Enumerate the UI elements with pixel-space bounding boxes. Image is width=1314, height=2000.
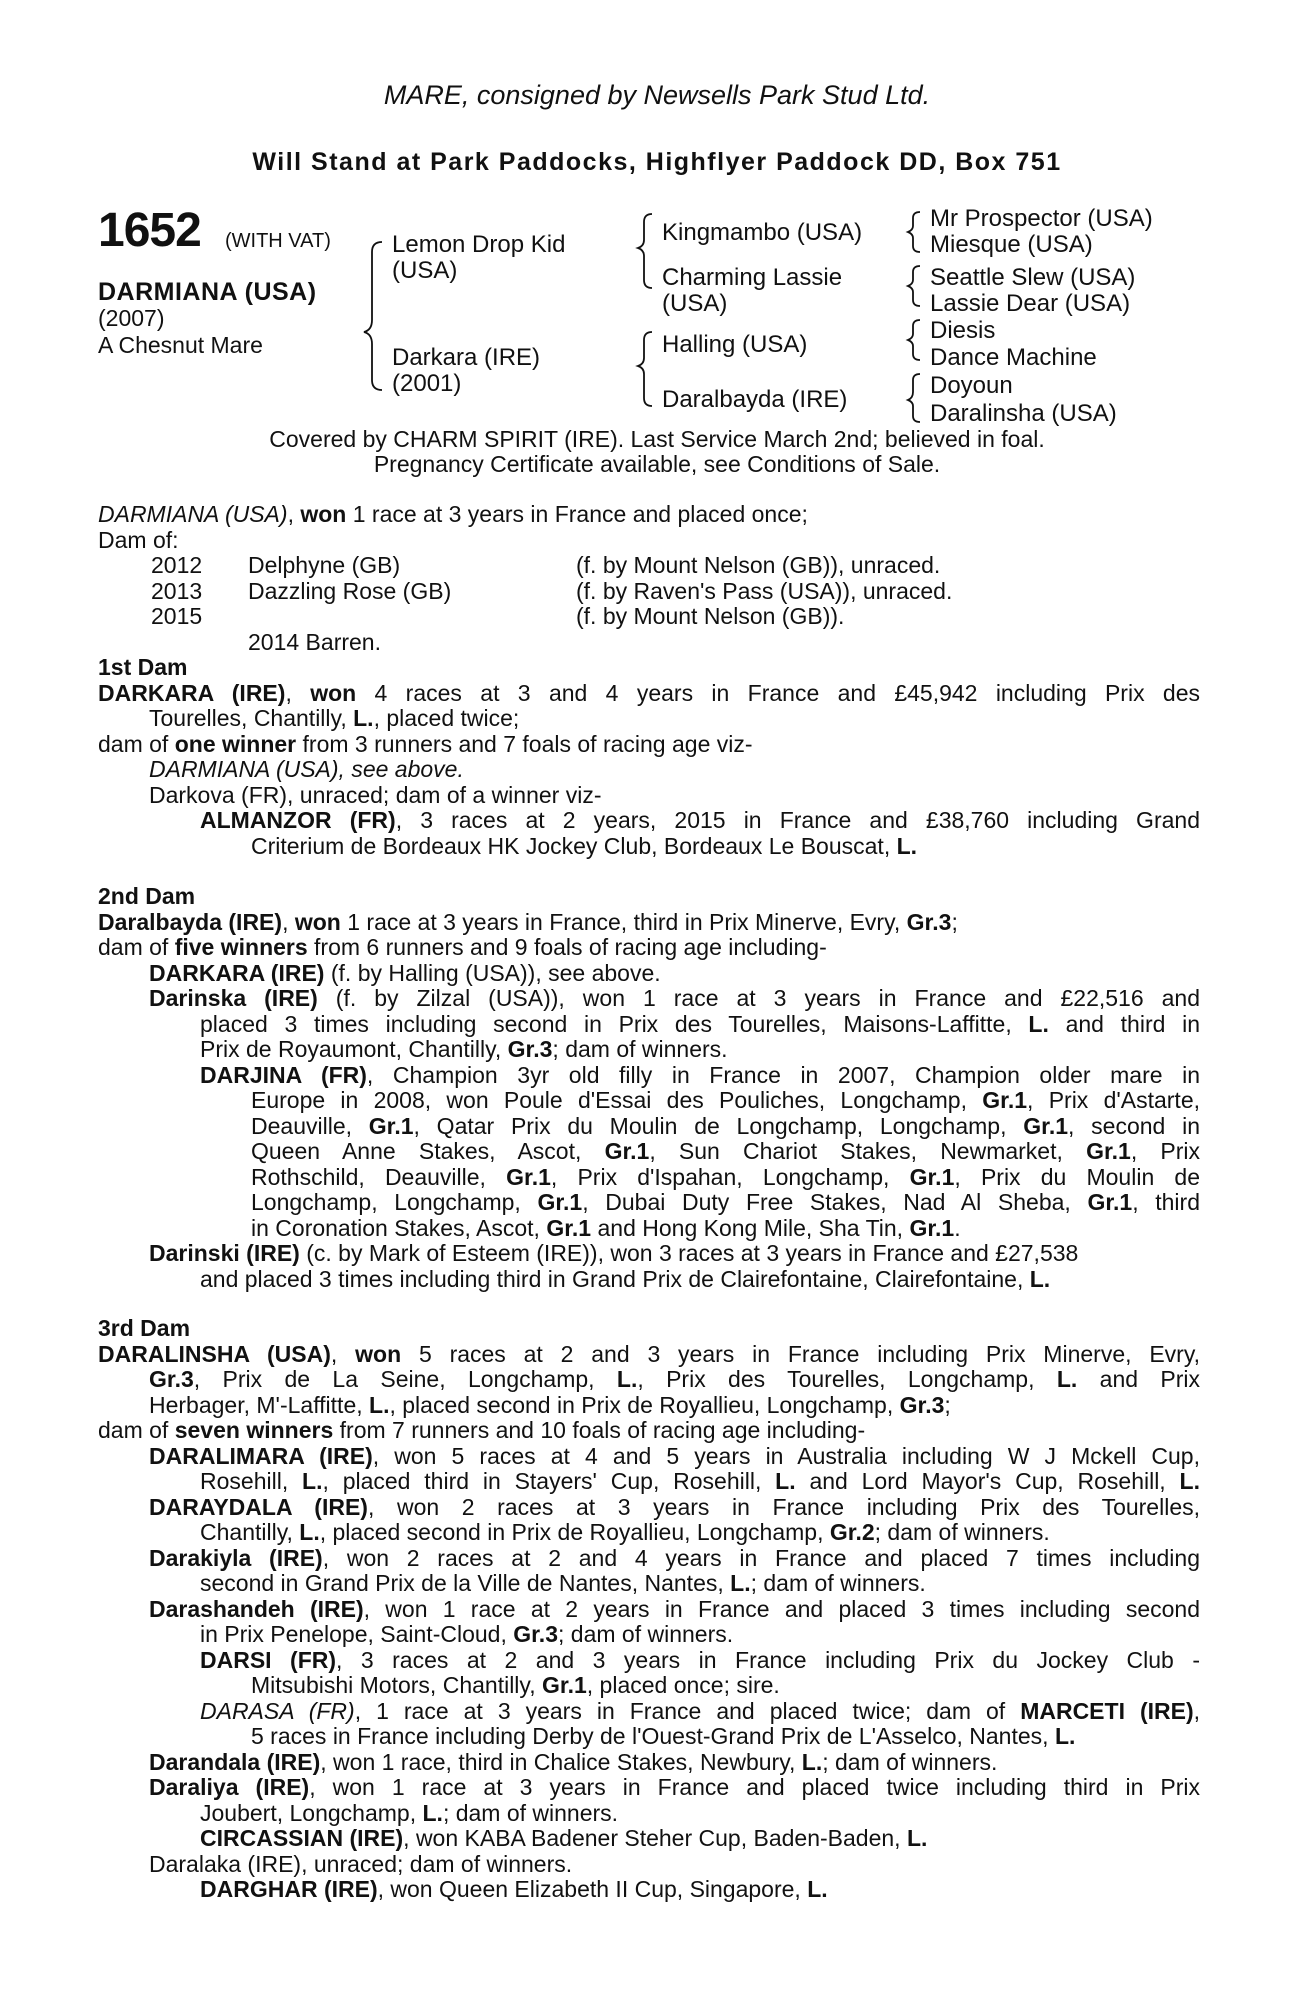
- gen3-sds: Seattle Slew (USA): [930, 264, 1136, 291]
- listed-label: L.: [369, 1391, 390, 1418]
- group-label: Gr.1: [546, 1214, 592, 1241]
- text: Longchamp, Longchamp,: [251, 1190, 538, 1215]
- horse-name: DARASA (FR): [200, 1698, 355, 1724]
- text: in Coronation Stakes, Ascot,: [251, 1214, 547, 1241]
- certificate-note: Pregnancy Certificate available, see Conditions of Sale.: [373, 451, 941, 477]
- horse-name: DARALINSHA (USA): [98, 1341, 331, 1367]
- first-dam-section: [98, 655, 1200, 859]
- group-label: Gr.1: [604, 1139, 650, 1164]
- text: dam of: [98, 934, 175, 960]
- group-label: Gr.1: [909, 1214, 955, 1241]
- text: ,: [1193, 1698, 1200, 1724]
- dam3-line-9: [98, 1546, 1200, 1572]
- text: ;: [944, 1391, 951, 1418]
- text: , 3 races at 2 and 3 years in France including Prix du Jockey Club -: [336, 1647, 1200, 1673]
- third-dam-heading: 3rd Dam: [98, 1315, 191, 1341]
- text: 4 races at 3 and 4 years in France and £45,942 including Prix des: [356, 680, 1200, 706]
- group-label: Gr.1: [1087, 1190, 1133, 1215]
- text: , second in: [1068, 1113, 1200, 1139]
- text: Mitsubishi Motors, Chantilly,: [251, 1672, 542, 1698]
- produce-detail: (f. by Mount Nelson (GB)), unraced.: [576, 552, 941, 578]
- text: , Prix des Tourelles, Longchamp,: [637, 1367, 1057, 1392]
- second-dam-section: [98, 884, 1200, 1292]
- text: , Prix: [1130, 1139, 1200, 1164]
- group-label: Gr.1: [542, 1672, 587, 1698]
- text: , won Queen Elizabeth II Cup, Singapore,: [377, 1876, 808, 1902]
- dam3-line-1: [98, 1342, 1200, 1368]
- horse-name: DARAYDALA (IRE): [149, 1494, 368, 1520]
- horse-name: Daraliya (IRE): [149, 1775, 310, 1800]
- dam2-line-15: [98, 1267, 1200, 1293]
- dam1-line-2: [98, 706, 1200, 732]
- brace-gen3-b: [908, 266, 920, 306]
- text: , Dubai Duty Free Stakes, Nad Al Sheba,: [582, 1190, 1088, 1215]
- text: , Champion 3yr old filly in France in 2007, Champion older mare in: [366, 1062, 1200, 1088]
- dam2-line-8: [98, 1088, 1200, 1114]
- text: ; dam of winners.: [750, 1570, 926, 1596]
- dam2-line-1: [98, 910, 1200, 936]
- horse-name: DARKARA (IRE): [149, 959, 325, 986]
- intro-won: won: [300, 501, 347, 527]
- brace-gen2-top: [638, 214, 652, 288]
- dam2-line-6: [98, 1037, 1200, 1063]
- dam3-line-19: [98, 1801, 1200, 1827]
- text: Herbager, M'-Laffitte,: [149, 1391, 370, 1418]
- listed-label: L.: [1028, 1011, 1049, 1037]
- second-dam-heading: 2nd Dam: [98, 883, 196, 909]
- dam3-line-21: Daralaka (IRE), unraced; dam of winners.: [149, 1850, 573, 1877]
- text: (f. by Zilzal (USA)), won 1 race at 3 years in France and £22,516 and: [317, 986, 1200, 1011]
- dam1-line-7: [98, 834, 1200, 860]
- group-label: Gr.3: [149, 1367, 194, 1392]
- winners-count: seven winners: [174, 1417, 334, 1443]
- listed-label: L.: [353, 705, 374, 731]
- text: , Prix de La Seine, Longchamp,: [193, 1367, 617, 1392]
- sire-dam-country: (USA): [662, 290, 728, 317]
- dam2-line-11: [98, 1165, 1200, 1191]
- text: ; dam of winners.: [874, 1519, 1050, 1545]
- won-label: won: [294, 908, 341, 935]
- text: in Prix Penelope, Saint-Cloud,: [200, 1621, 514, 1647]
- horse-name: Darakiyla (IRE): [149, 1545, 323, 1571]
- dam3-line-11: [98, 1597, 1200, 1623]
- group-label: Gr.2: [829, 1519, 875, 1545]
- gen3-sdd: Lassie Dear (USA): [930, 290, 1131, 317]
- sire-dam: Charming Lassie: [662, 264, 843, 291]
- listed-label: L.: [775, 1469, 796, 1494]
- text: .: [954, 1214, 961, 1241]
- horse-description: A Chesnut Mare: [98, 332, 263, 358]
- text: ,: [285, 680, 311, 706]
- gen3-ddd: Daralinsha (USA): [930, 400, 1117, 427]
- group-label: Gr.1: [368, 1113, 414, 1139]
- text: , placed twice;: [373, 705, 520, 731]
- dam3-line-10: [98, 1571, 1200, 1597]
- group-label: Gr.1: [537, 1190, 583, 1215]
- text: , won 1 race, third in Chalice Stakes, Newbury,: [320, 1748, 802, 1775]
- text: , won 1 race at 2 years in France and placed 3 times including second: [363, 1596, 1200, 1622]
- produce-detail: (f. by Mount Nelson (GB)).: [576, 603, 845, 629]
- dam3-line-15: [98, 1699, 1200, 1725]
- text: placed 3 times including second in Prix des Tourelles, Maisons-Laffitte,: [200, 1011, 1029, 1037]
- sire-sire: Kingmambo (USA): [662, 219, 863, 246]
- dam3-line-14: [98, 1673, 1200, 1699]
- dam: Darkara (IRE): [392, 344, 541, 371]
- dam1-line-5: Darkova (FR), unraced; dam of a winner viz-: [149, 781, 602, 808]
- group-label: Gr.3: [899, 1391, 945, 1418]
- horse-name: CIRCASSIAN (IRE): [200, 1825, 404, 1851]
- produce-name: Dazzling Rose (GB): [248, 577, 452, 604]
- third-dam-section: [98, 1316, 1200, 1903]
- horse-name: ALMANZOR (FR): [200, 808, 396, 833]
- text: 5 races in France including Derby de l'Ouest-Grand Prix de L'Asselco, Nantes,: [251, 1723, 1055, 1749]
- horse-name: DARALIMARA (IRE): [149, 1443, 373, 1469]
- barren-note: 2014 Barren.: [248, 628, 381, 655]
- dam3-line-20: [98, 1826, 1200, 1852]
- horse-name: MARCETI (IRE): [1020, 1698, 1194, 1724]
- text: ; dam of winners.: [558, 1621, 734, 1647]
- text: , Qatar Prix du Moulin de Longchamp, Longchamp,: [413, 1113, 1024, 1139]
- listed-label: L.: [616, 1367, 638, 1392]
- text: ,: [282, 908, 295, 935]
- text: , placed once; sire.: [586, 1672, 780, 1698]
- text: , Prix d'Ispahan, Longchamp,: [550, 1164, 910, 1190]
- listed-label: L.: [801, 1748, 823, 1775]
- horse-name: DARGHAR (IRE): [200, 1876, 378, 1902]
- horse-year: (2007): [98, 305, 165, 331]
- listed-label: L.: [1056, 1367, 1078, 1392]
- dam1-line-1: [98, 681, 1200, 707]
- dam2-line-9: [98, 1114, 1200, 1140]
- dam2-line-2: [98, 935, 1200, 961]
- group-label: Gr.3: [507, 1036, 553, 1062]
- produce-detail: (f. by Raven's Pass (USA)), unraced.: [576, 577, 953, 604]
- text: from 7 runners and 10 foals of racing age including-: [333, 1417, 866, 1443]
- text: dam of: [98, 730, 175, 757]
- dam3-line-17: [98, 1750, 1200, 1776]
- intro-line: DARMIANA (USA), won 1 race at 3 years in France and placed once;: [98, 501, 808, 527]
- listed-label: L.: [1029, 1265, 1051, 1292]
- horse-name: Darinski (IRE): [149, 1240, 300, 1266]
- text: Joubert, Longchamp,: [200, 1799, 423, 1826]
- produce-year: 2012: [151, 552, 203, 578]
- stand-location: Will Stand at Park Paddocks, Highflyer Paddock DD, Box 751: [252, 148, 1062, 176]
- horse-name: Darashandeh (IRE): [149, 1596, 364, 1622]
- horse-name: DARMIANA (USA): [98, 278, 317, 306]
- intro-section: [98, 502, 1200, 655]
- text: , placed second in Prix de Royallieu, Longchamp,: [389, 1391, 900, 1418]
- intro-rest: 1 race at 3 years in France and placed once;: [346, 501, 808, 527]
- gen3-sss: Mr Prospector (USA): [930, 205, 1153, 232]
- group-label: Gr.1: [1023, 1113, 1069, 1139]
- listed-label: L.: [896, 832, 918, 859]
- horse-name: Darinska (IRE): [149, 986, 318, 1011]
- brace-gen3-d: [908, 374, 920, 422]
- text: , 3 races at 2 years, 2015 in France and £38,760 including Grand: [395, 808, 1200, 833]
- text: , placed second in Prix de Royallieu, Longchamp,: [319, 1519, 830, 1545]
- text: (f. by Halling (USA)), see above.: [324, 959, 661, 986]
- horse-name: DARJINA (FR): [200, 1062, 367, 1088]
- dam3-line-18: [98, 1775, 1200, 1801]
- text: , placed third in Stayers' Cup, Rosehill,: [322, 1469, 776, 1494]
- text: Queen Anne Stakes, Ascot,: [251, 1139, 605, 1164]
- brace-gen3-c: [908, 320, 920, 360]
- group-label: Gr.1: [982, 1088, 1028, 1113]
- text: second in Grand Prix de la Ville de Nantes, Nantes,: [200, 1570, 731, 1596]
- text: Deauville,: [251, 1113, 369, 1139]
- text: and Lord Mayor's Cup, Rosehill,: [795, 1469, 1180, 1494]
- sire-country: (USA): [392, 257, 458, 284]
- text: Rothschild, Deauville,: [251, 1164, 507, 1190]
- dam2-line-3: [98, 961, 1200, 987]
- dam3-line-5: [98, 1444, 1200, 1470]
- text: from 3 runners and 7 foals of racing age viz-: [296, 730, 753, 757]
- horse-name: Darandala (IRE): [149, 1748, 321, 1775]
- dam3-line-13: [98, 1648, 1200, 1674]
- text: and third in: [1048, 1011, 1200, 1037]
- text: , won 2 races at 2 and 4 years in France and placed 7 times including: [322, 1545, 1200, 1571]
- intro-name: DARMIANA (USA): [98, 501, 288, 527]
- text: Tourelles, Chantilly,: [149, 705, 354, 731]
- horse-name: Daralbayda (IRE): [98, 908, 283, 935]
- group-label: Gr.1: [909, 1164, 955, 1190]
- vat-label: (WITH VAT): [225, 230, 331, 252]
- dam3-line-22: [98, 1877, 1200, 1903]
- dam1-line-3: [98, 732, 1200, 758]
- text: , won KABA Badener Steher Cup, Baden-Baden,: [403, 1825, 907, 1851]
- text: 5 races at 2 and 3 years in France including Prix Minerve, Evry,: [401, 1341, 1200, 1367]
- lot-number: 1652: [98, 204, 201, 257]
- text: ; dam of winners.: [552, 1036, 728, 1062]
- text: ; dam of winners.: [822, 1748, 998, 1775]
- text: and Prix: [1077, 1367, 1200, 1392]
- dam-dam: Daralbayda (IRE): [662, 386, 848, 413]
- dam3-line-8: [98, 1520, 1200, 1546]
- text: ,: [330, 1341, 356, 1367]
- text: dam of: [98, 1417, 175, 1443]
- text: Chantilly,: [200, 1519, 300, 1545]
- won-label: won: [310, 680, 357, 706]
- listed-label: L.: [807, 1876, 828, 1902]
- text: , won 1 race at 3 years in France and placed twice including third in Prix: [309, 1775, 1200, 1800]
- group-label: Gr.1: [1086, 1139, 1131, 1164]
- text: ; dam of winners.: [442, 1799, 619, 1826]
- first-dam-heading: 1st Dam: [98, 654, 188, 680]
- covered-note: Covered by CHARM SPIRIT (IRE). Last Service March 2nd; believed in foal.: [269, 426, 1045, 452]
- dam-year: (2001): [392, 370, 462, 397]
- brace-gen1: [364, 242, 382, 390]
- dam3-line-6: [98, 1469, 1200, 1495]
- brace-gen3-a: [908, 212, 920, 252]
- text: , Prix du Moulin de: [954, 1164, 1200, 1190]
- dam2-line-14: [98, 1241, 1200, 1267]
- text: , Prix d'Astarte,: [1027, 1088, 1200, 1113]
- text: , Sun Chariot Stakes, Newmarket,: [649, 1139, 1087, 1164]
- dam3-line-12: [98, 1622, 1200, 1648]
- text: , won 5 races at 4 and 5 years in Australia including W J Mckell Cup,: [372, 1443, 1200, 1469]
- horse-name: DARSI (FR): [200, 1647, 337, 1673]
- text: , third: [1132, 1190, 1200, 1215]
- dam1-line-4: DARMIANA (USA), see above.: [149, 756, 464, 782]
- dam3-line-16: [98, 1724, 1200, 1750]
- gen3-dds: Doyoun: [930, 372, 1013, 399]
- text: 1 race at 3 years in France, third in Prix Minerve, Evry,: [340, 908, 907, 935]
- dam1-line-6: [98, 808, 1200, 834]
- produce-year: 2015: [151, 603, 203, 629]
- text: Prix de Royaumont, Chantilly,: [200, 1036, 508, 1062]
- produce-year: 2013: [151, 577, 203, 604]
- listed-label: L.: [730, 1570, 751, 1596]
- group-label: Gr.3: [906, 908, 952, 935]
- listed-label: L.: [302, 1469, 323, 1494]
- listed-label: L.: [906, 1825, 928, 1851]
- winners-count: one winner: [174, 730, 297, 757]
- consignment-line: MARE, consigned by Newsells Park Stud Ltd.: [383, 80, 931, 110]
- text: Criterium de Bordeaux HK Jockey Club, Bordeaux Le Bouscat,: [251, 832, 897, 859]
- dam2-line-13: [98, 1216, 1200, 1242]
- dam3-line-4: [98, 1418, 1200, 1444]
- text: and Hong Kong Mile, Sha Tin,: [591, 1214, 910, 1241]
- dam2-line-5: [98, 1012, 1200, 1038]
- group-label: Gr.3: [513, 1621, 558, 1647]
- produce-row: [98, 604, 1200, 630]
- sire: Lemon Drop Kid: [392, 231, 566, 258]
- dam2-line-10: [98, 1139, 1200, 1165]
- group-label: Gr.1: [506, 1164, 551, 1190]
- listed-label: L.: [1179, 1469, 1200, 1494]
- gen3-dss: Diesis: [930, 317, 996, 344]
- listed-label: L.: [1054, 1723, 1076, 1749]
- text: and placed 3 times including third in Grand Prix de Clairefontaine, Clairefontaine,: [200, 1265, 1030, 1292]
- horse-name: DARKARA (IRE): [98, 680, 286, 706]
- listed-label: L.: [422, 1799, 443, 1826]
- produce-row: [98, 579, 1200, 605]
- produce-row: [98, 553, 1200, 579]
- produce-name: Delphyne (GB): [248, 552, 401, 578]
- text: Europe in 2008, won Poule d'Essai des Pouliches, Longchamp,: [251, 1088, 983, 1113]
- listed-label: L.: [299, 1519, 320, 1545]
- dam2-line-7: [98, 1063, 1200, 1089]
- dam3-line-7: [98, 1495, 1200, 1521]
- text: ;: [951, 908, 958, 935]
- gen3-dsd: Dance Machine: [930, 344, 1097, 371]
- gen3-ssd: Miesque (USA): [930, 231, 1093, 258]
- text: , won 2 races at 3 years in France including Prix des Tourelles,: [367, 1494, 1200, 1520]
- dam-of-label: Dam of:: [98, 526, 179, 553]
- dam3-line-3: [98, 1393, 1200, 1419]
- won-label: won: [355, 1341, 402, 1367]
- dam3-line-2: [98, 1367, 1200, 1393]
- text: from 6 runners and 9 foals of racing age including-: [307, 934, 827, 960]
- text: (c. by Mark of Esteem (IRE)), won 3 races at 3 years in France and £27,538: [299, 1240, 1079, 1266]
- dam2-line-4: [98, 986, 1200, 1012]
- winners-count: five winners: [174, 934, 308, 960]
- dam-sire: Halling (USA): [662, 331, 808, 358]
- text: , 1 race at 3 years in France and placed twice; dam of: [354, 1698, 1021, 1724]
- text: Rosehill,: [200, 1469, 303, 1494]
- brace-gen2-bottom: [638, 332, 652, 406]
- dam2-line-12: [98, 1190, 1200, 1216]
